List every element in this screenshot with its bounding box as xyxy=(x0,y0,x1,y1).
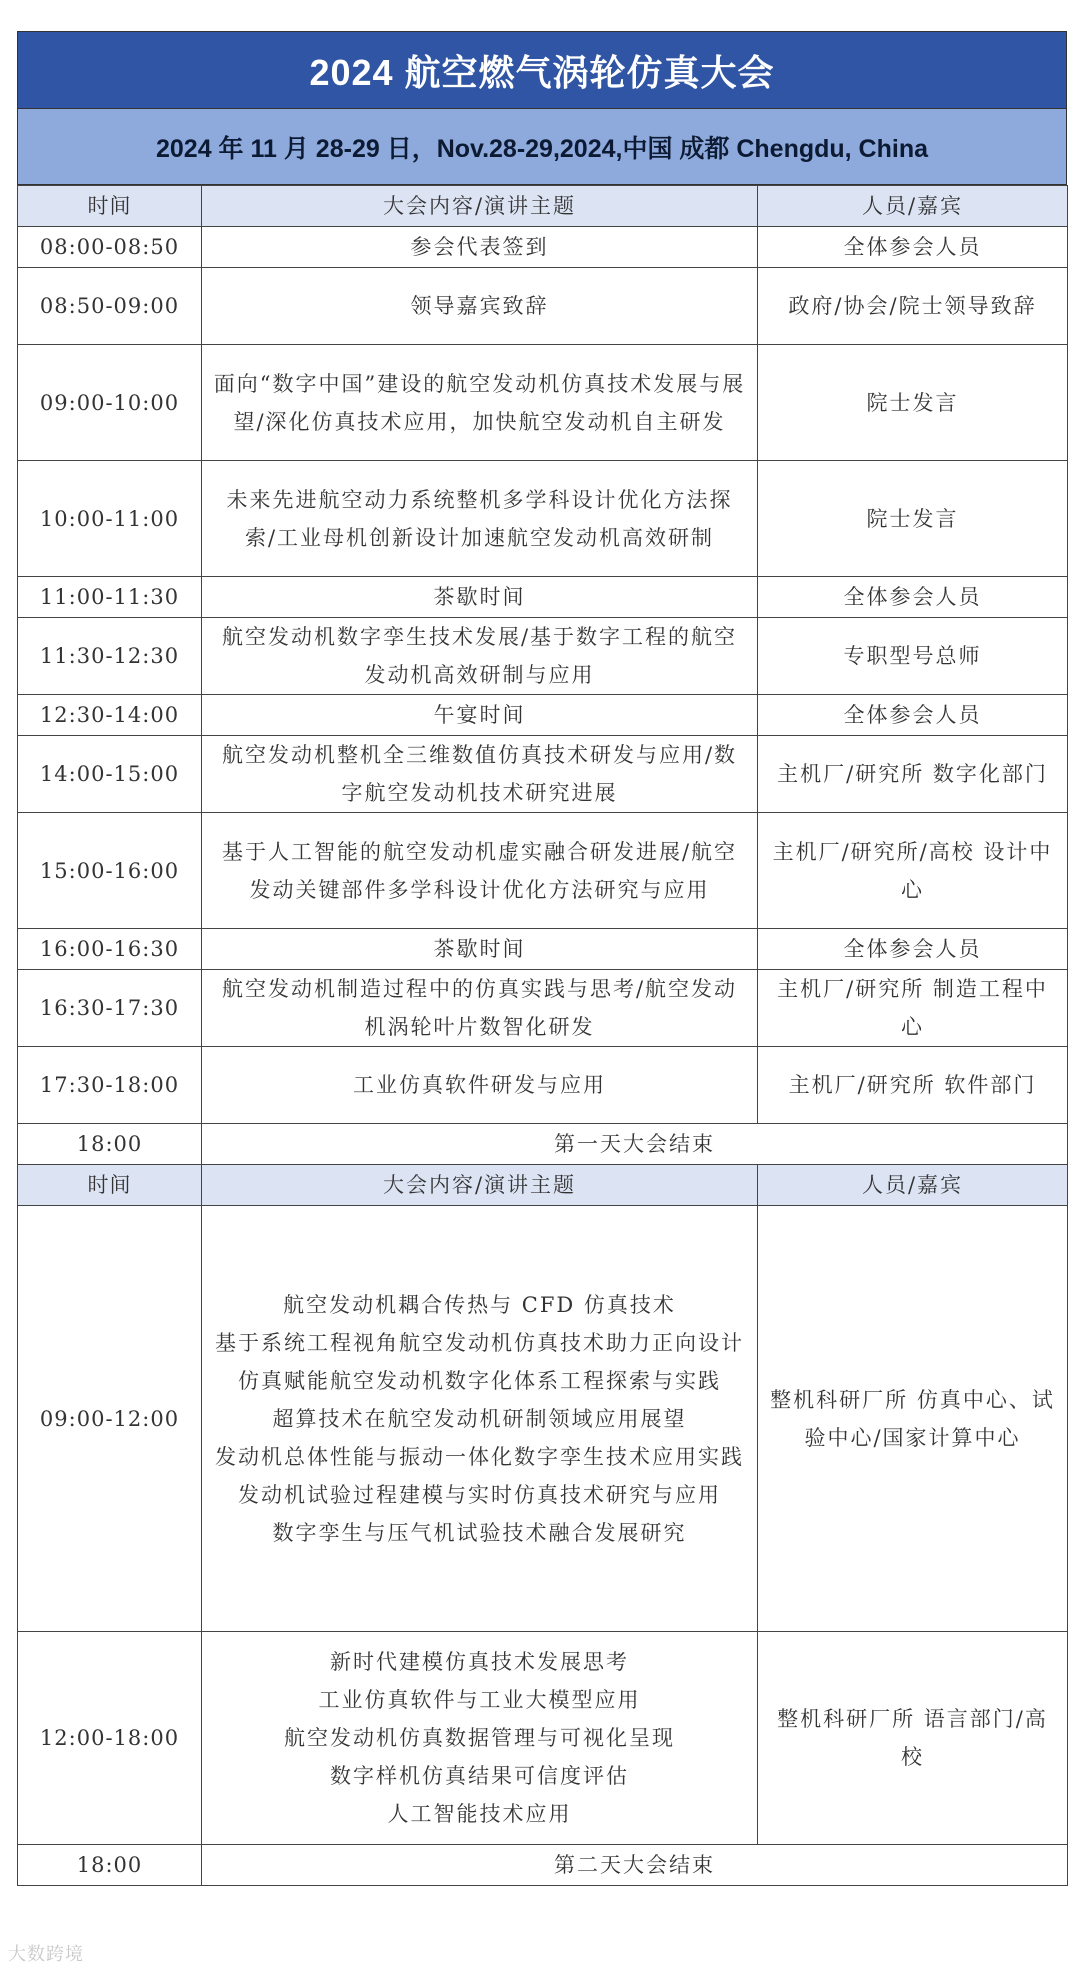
day-two-end-row xyxy=(18,1845,1068,1886)
people-cell: 主机厂/研究所/高校 设计中心 xyxy=(758,813,1068,929)
people-cell: 整机科研厂所 仿真中心、试验中心/国家计算中心 xyxy=(758,1206,1068,1632)
people-cell: 主机厂/研究所 制造工程中心 xyxy=(758,970,1068,1047)
people-cell: 政府/协会/院士领导致辞 xyxy=(758,268,1068,345)
time-cell: 10:00-11:00 xyxy=(18,461,202,577)
content-cell: 航空发动机整机全三维数值仿真技术研发与应用/数字航空发动机技术研究进展 xyxy=(202,736,758,813)
people-cell: 专职型号总师 xyxy=(758,618,1068,695)
content-cell: 午宴时间 xyxy=(202,695,758,736)
topic-item: 仿真赋能航空发动机数字化体系工程探索与实践 xyxy=(238,1368,721,1393)
agenda-table xyxy=(17,185,1068,1886)
time-cell: 08:50-09:00 xyxy=(18,268,202,345)
table-row xyxy=(18,695,1068,736)
content-cell: 基于人工智能的航空发动机虚实融合研发进展/航空发动关键部件多学科设计优化方法研究与应用 xyxy=(202,813,758,929)
watermark-text: 大数跨境 xyxy=(8,1944,84,1965)
people-cell: 全体参会人员 xyxy=(758,929,1068,970)
time-cell: 15:00-16:00 xyxy=(18,813,202,929)
content-cell: 茶歇时间 xyxy=(202,929,758,970)
people-cell: 主机厂/研究所 软件部门 xyxy=(758,1047,1068,1124)
topic-item: 航空发动机耦合传热与 CFD 仿真技术 xyxy=(283,1292,676,1317)
agenda-document xyxy=(17,31,1067,1886)
table-row xyxy=(18,577,1068,618)
topic-item: 发动机试验过程建模与实时仿真技术研究与应用 xyxy=(238,1482,721,1507)
topic-item: 发动机总体性能与振动一体化数字孪生技术应用实践 xyxy=(215,1444,744,1469)
time-cell: 12:30-14:00 xyxy=(18,695,202,736)
time-cell: 11:30-12:30 xyxy=(18,618,202,695)
content-cell: 面向“数字中国”建设的航空发动机仿真技术发展与展望/深化仿真技术应用，加快航空发动机自主研发 xyxy=(202,345,758,461)
time-cell: 18:00 xyxy=(18,1124,202,1165)
day-end-text: 第二天大会结束 xyxy=(202,1845,1068,1886)
table-header-row xyxy=(18,1165,1068,1206)
time-cell: 08:00-08:50 xyxy=(18,227,202,268)
table-row xyxy=(18,1047,1068,1124)
topic-item: 超算技术在航空发动机研制领域应用展望 xyxy=(272,1406,687,1431)
table-header-row xyxy=(18,186,1068,227)
table-row xyxy=(18,345,1068,461)
content-cell xyxy=(202,1206,758,1632)
topic-item: 基于系统工程视角航空发动机仿真技术助力正向设计 xyxy=(215,1330,744,1355)
people-cell: 全体参会人员 xyxy=(758,577,1068,618)
time-cell: 11:00-11:30 xyxy=(18,577,202,618)
people-cell: 院士发言 xyxy=(758,461,1068,577)
header-people: 人员/嘉宾 xyxy=(758,186,1068,227)
header-people: 人员/嘉宾 xyxy=(758,1165,1068,1206)
table-row xyxy=(18,618,1068,695)
table-row xyxy=(18,1206,1068,1632)
topic-item: 数字孪生与压气机试验技术融合发展研究 xyxy=(272,1520,687,1545)
table-row xyxy=(18,736,1068,813)
content-cell: 航空发动机数字孪生技术发展/基于数字工程的航空发动机高效研制与应用 xyxy=(202,618,758,695)
watermark-logo xyxy=(8,1940,84,1966)
content-cell xyxy=(202,1632,758,1845)
people-cell: 全体参会人员 xyxy=(758,695,1068,736)
table-row xyxy=(18,268,1068,345)
time-cell: 09:00-12:00 xyxy=(18,1206,202,1632)
table-row xyxy=(18,970,1068,1047)
content-cell: 工业仿真软件研发与应用 xyxy=(202,1047,758,1124)
topic-item: 人工智能技术应用 xyxy=(387,1802,572,1826)
content-cell: 航空发动机制造过程中的仿真实践与思考/航空发动机涡轮叶片数智化研发 xyxy=(202,970,758,1047)
day-end-text: 第一天大会结束 xyxy=(202,1124,1068,1165)
people-cell: 全体参会人员 xyxy=(758,227,1068,268)
header-content: 大会内容/演讲主题 xyxy=(202,1165,758,1206)
time-cell: 14:00-15:00 xyxy=(18,736,202,813)
table-row xyxy=(18,1632,1068,1845)
content-cell: 领导嘉宾致辞 xyxy=(202,268,758,345)
topic-item: 新时代建模仿真技术发展思考 xyxy=(330,1650,629,1674)
time-cell: 09:00-10:00 xyxy=(18,345,202,461)
time-cell: 18:00 xyxy=(18,1845,202,1886)
conference-date-location: 2024 年 11 月 28-29 日，Nov.28-29,2024,中国 成都 Chengdu, China xyxy=(17,109,1067,185)
content-cell: 参会代表签到 xyxy=(202,227,758,268)
header-time: 时间 xyxy=(18,1165,202,1206)
table-row xyxy=(18,813,1068,929)
time-cell: 16:00-16:30 xyxy=(18,929,202,970)
topic-item: 数字样机仿真结果可信度评估 xyxy=(330,1764,629,1788)
time-cell: 17:30-18:00 xyxy=(18,1047,202,1124)
content-cell: 未来先进航空动力系统整机多学科设计优化方法探索/工业母机创新设计加速航空发动机高效研制 xyxy=(202,461,758,577)
table-row xyxy=(18,929,1068,970)
people-cell: 整机科研厂所 语言部门/高校 xyxy=(758,1632,1068,1845)
time-cell: 16:30-17:30 xyxy=(18,970,202,1047)
topic-item: 工业仿真软件与工业大模型应用 xyxy=(318,1688,641,1712)
header-time: 时间 xyxy=(18,186,202,227)
people-cell: 院士发言 xyxy=(758,345,1068,461)
time-cell: 12:00-18:00 xyxy=(18,1632,202,1845)
conference-title: 2024 航空燃气涡轮仿真大会 xyxy=(17,31,1067,109)
content-cell: 茶歇时间 xyxy=(202,577,758,618)
topic-item: 航空发动机仿真数据管理与可视化呈现 xyxy=(284,1726,675,1750)
people-cell: 主机厂/研究所 数字化部门 xyxy=(758,736,1068,813)
table-row xyxy=(18,227,1068,268)
day-one-end-row xyxy=(18,1124,1068,1165)
table-row xyxy=(18,461,1068,577)
header-content: 大会内容/演讲主题 xyxy=(202,186,758,227)
